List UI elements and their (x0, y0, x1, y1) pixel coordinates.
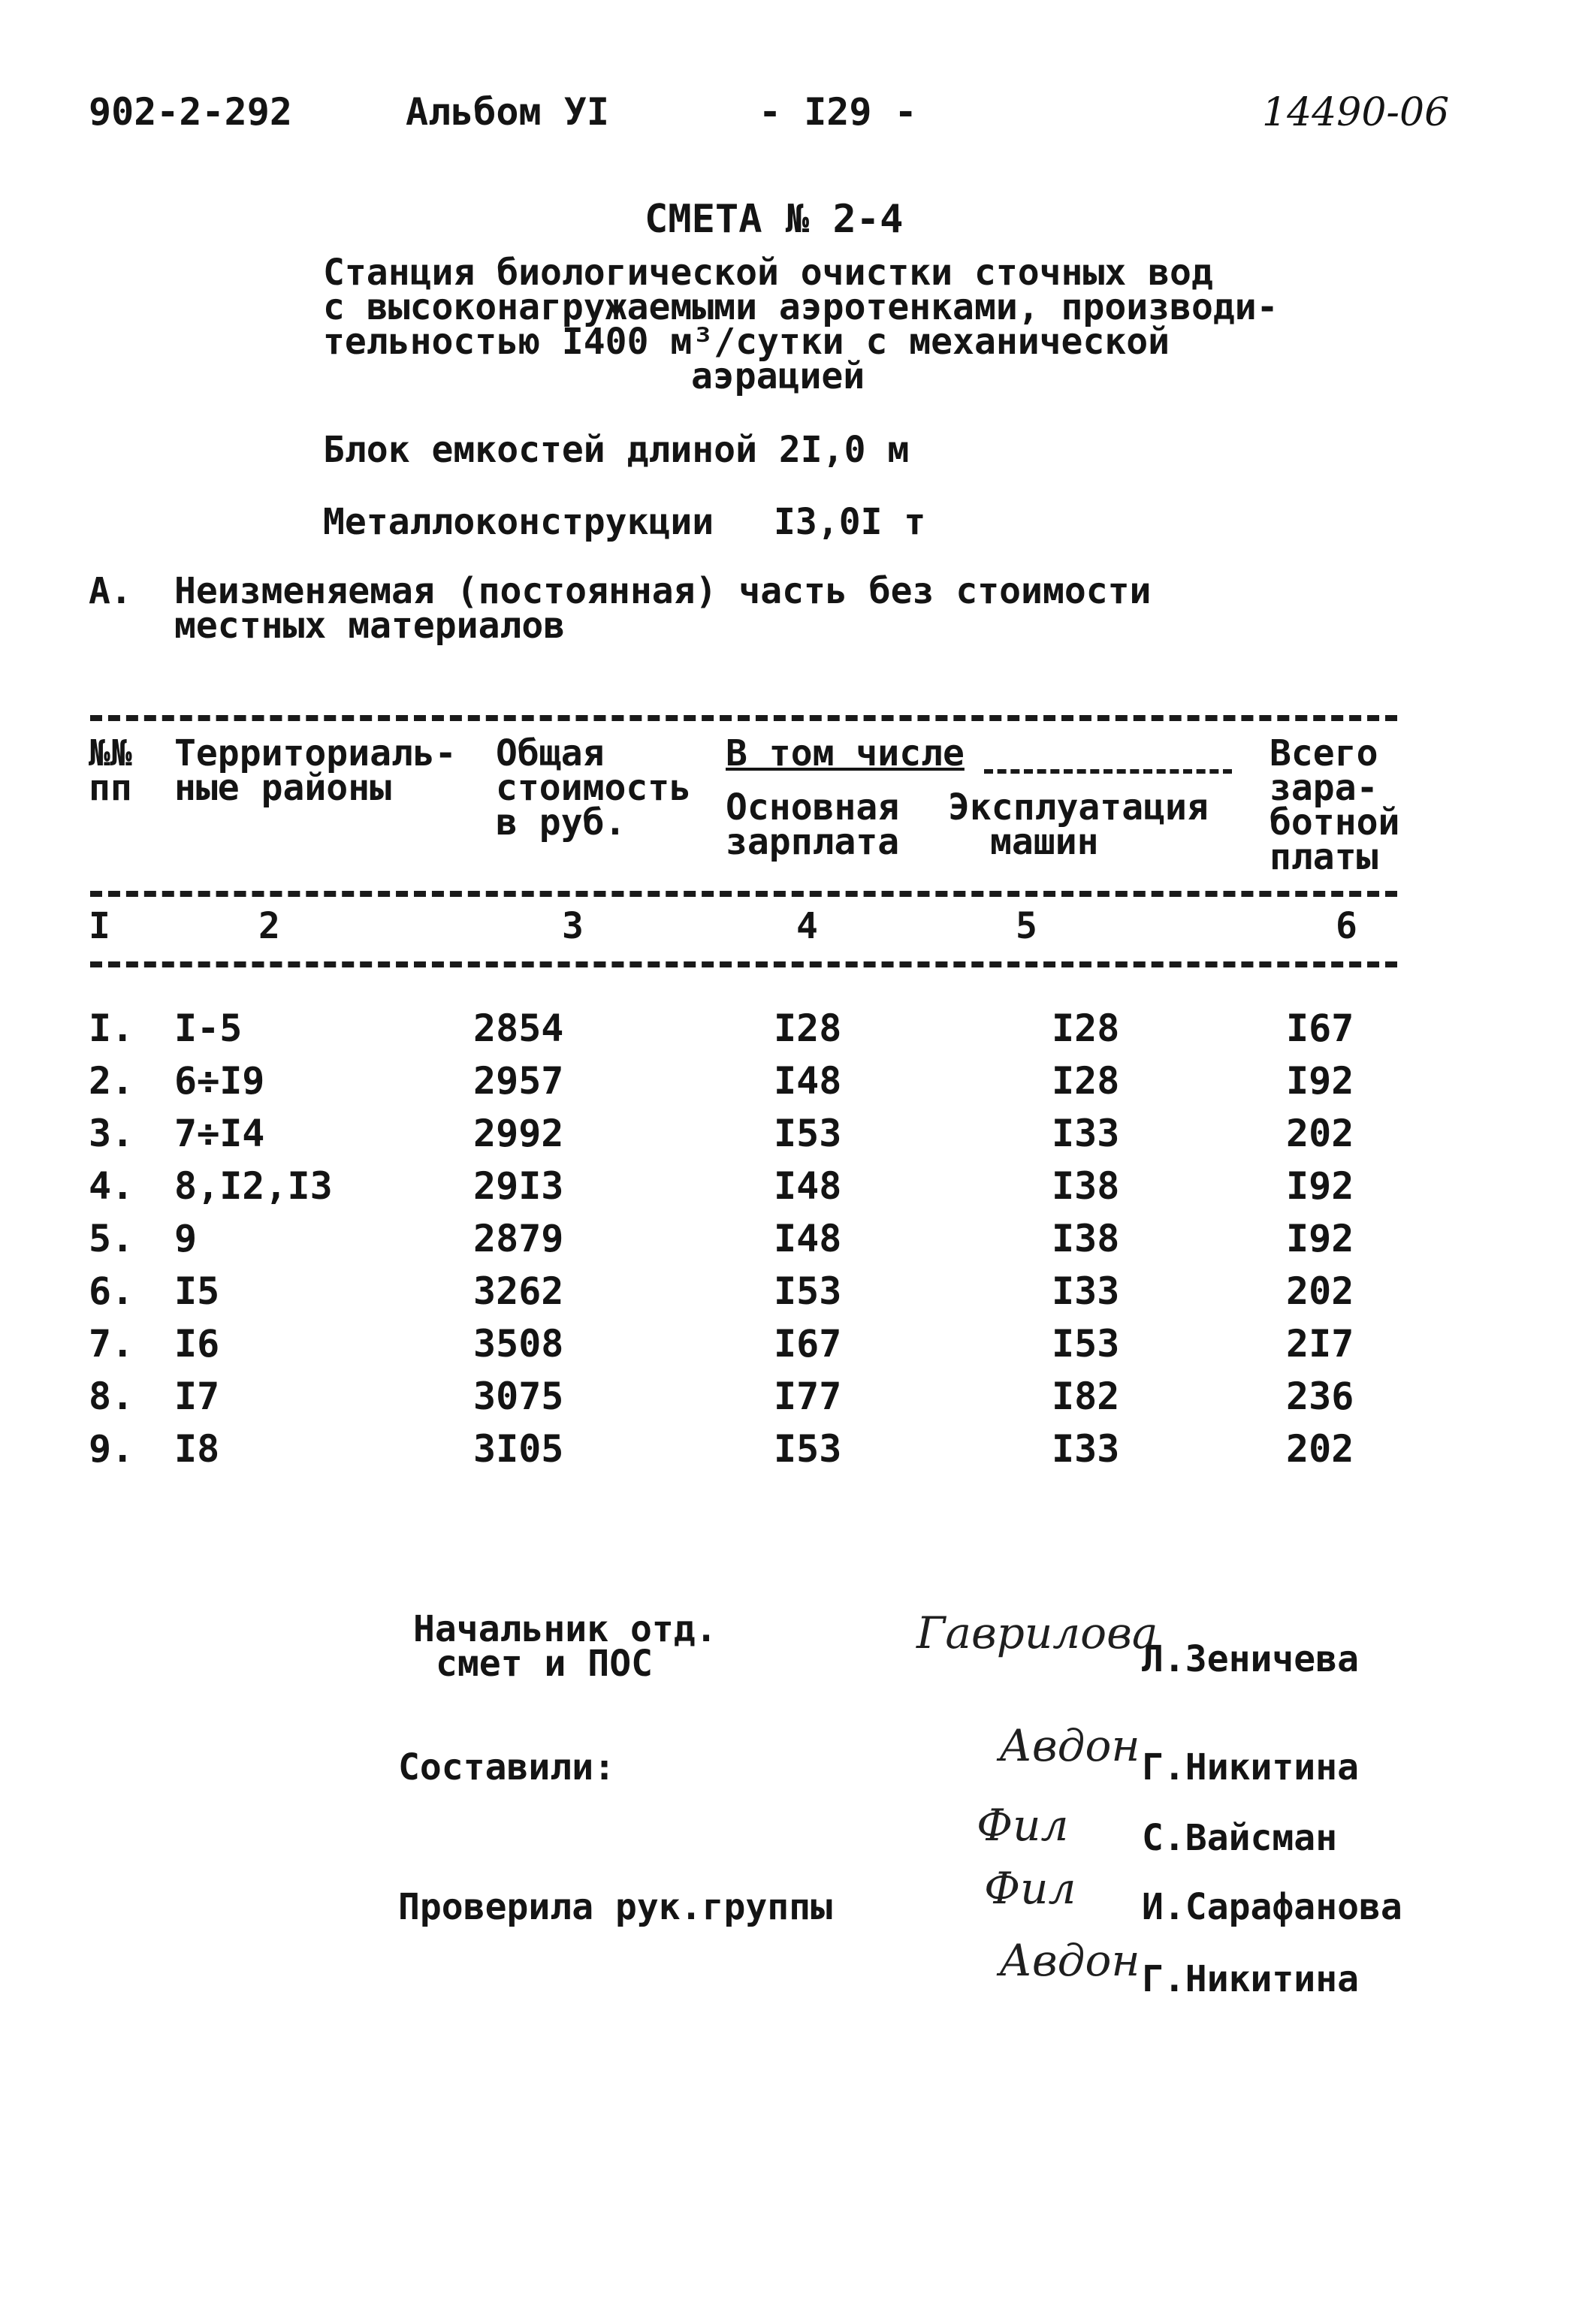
metal-label: Металлоконструкции (323, 501, 714, 543)
table-cell-col6: 202 (1286, 1269, 1354, 1313)
table-cell-col6: I67 (1286, 1007, 1354, 1050)
section-line-2: местных материалов (174, 605, 566, 647)
header-col1-line1: №№ (89, 732, 132, 774)
header-col6-line2: зара- (1270, 767, 1378, 809)
checked-name: Г.Никитина (1142, 1958, 1359, 2000)
inventory-number: 14490-06 (1262, 90, 1450, 135)
table-cell-col1: 6. (89, 1269, 134, 1313)
metal-value: I3,0I т (774, 501, 926, 543)
table-cell-col4: I48 (774, 1217, 842, 1260)
table-cell-col2: I-5 (174, 1007, 243, 1050)
header-group-rule (984, 769, 1232, 774)
page-number: - I29 - (759, 90, 917, 134)
col-number-3: 3 (562, 905, 584, 947)
header-col1-line2: пп (89, 767, 132, 809)
table-cell-col3: 2957 (473, 1059, 564, 1103)
compiled-name-3: И.Сарафанова (1142, 1886, 1402, 1928)
checked-signature: Авдон (999, 1935, 1140, 1986)
col-number-2: 2 (258, 905, 280, 947)
table-cell-col6: 236 (1286, 1375, 1354, 1418)
col-number-5: 5 (1016, 905, 1037, 947)
table-cell-col5: I33 (1052, 1269, 1120, 1313)
table-cell-col4: I53 (774, 1427, 842, 1471)
head-name: Л.Зеничева (1142, 1638, 1359, 1680)
table-rule-header (90, 891, 1397, 897)
table-cell-col4: I48 (774, 1059, 842, 1103)
table-cell-col5: I38 (1052, 1217, 1120, 1260)
table-cell-col1: 8. (89, 1375, 134, 1418)
table-cell-col6: I92 (1286, 1164, 1354, 1208)
table-cell-col4: I53 (774, 1269, 842, 1313)
table-rule-top (90, 715, 1397, 721)
table-cell-col6: 202 (1286, 1112, 1354, 1155)
table-cell-col3: 2879 (473, 1217, 564, 1260)
table-cell-col2: I5 (174, 1269, 220, 1313)
header-col4-line2: зарплата (726, 821, 900, 863)
table-cell-col6: 202 (1286, 1427, 1354, 1471)
table-cell-col4: I48 (774, 1164, 842, 1208)
header-col3-line2: стоимость (496, 767, 692, 809)
table-cell-col3: 2854 (473, 1007, 564, 1050)
compiled-signature-1: Авдон (999, 1720, 1140, 1771)
header-col2-line1: Территориаль- (174, 732, 457, 774)
table-cell-col4: I77 (774, 1375, 842, 1418)
table-cell-col5: I53 (1052, 1322, 1120, 1366)
description-line-3: тельностью I400 м³/сутки с механической (323, 321, 1170, 363)
table-cell-col4: I67 (774, 1322, 842, 1366)
album-label: Альбом УI (406, 90, 609, 134)
table-cell-col6: 2I7 (1286, 1322, 1354, 1366)
table-cell-col3: 3I05 (473, 1427, 564, 1471)
header-col5-line1: Эксплуатация (948, 786, 1209, 828)
table-cell-col2: 6÷I9 (174, 1059, 265, 1103)
header-col3-line1: Общая (496, 732, 605, 774)
doc-code: 902-2-292 (89, 90, 292, 134)
compiled-signature-3: Фил (984, 1863, 1076, 1914)
table-cell-col1: 3. (89, 1112, 134, 1155)
table-cell-col1: 2. (89, 1059, 134, 1103)
table-cell-col5: I33 (1052, 1427, 1120, 1471)
section-line-1: Неизменяемая (постоянная) часть без стоимости (174, 570, 1152, 612)
table-cell-col1: 5. (89, 1217, 134, 1260)
col-number-6: 6 (1336, 905, 1357, 947)
table-cell-col4: I53 (774, 1112, 842, 1155)
header-col6-line1: Всего (1270, 732, 1378, 774)
table-cell-col1: 4. (89, 1164, 134, 1208)
table-cell-col6: I92 (1286, 1059, 1354, 1103)
table-cell-col2: 7÷I4 (174, 1112, 265, 1155)
table-cell-col3: 3262 (473, 1269, 564, 1313)
table-cell-col2: 9 (174, 1217, 198, 1260)
table-cell-col2: 8,I2,I3 (174, 1164, 333, 1208)
table-cell-col3: 3508 (473, 1322, 564, 1366)
head-label-line1: Начальник отд. (413, 1608, 717, 1650)
table-cell-col1: I. (89, 1007, 134, 1050)
table-cell-col1: 9. (89, 1427, 134, 1471)
table-cell-col5: I28 (1052, 1007, 1120, 1050)
table-cell-col5: I38 (1052, 1164, 1120, 1208)
head-signature: Гаврилова (916, 1607, 1158, 1658)
checked-label: Проверила рук.группы (398, 1886, 832, 1928)
header-group: В том числе (726, 732, 965, 774)
table-cell-col5: I33 (1052, 1112, 1120, 1155)
table-cell-col2: I7 (174, 1375, 220, 1418)
table-cell-col1: 7. (89, 1322, 134, 1366)
table-cell-col4: I28 (774, 1007, 842, 1050)
header-col2-line2: ные районы (174, 767, 391, 809)
table-cell-col5: I82 (1052, 1375, 1120, 1418)
description-line-2: с высоконагружаемыми аэротенками, производи- (323, 286, 1279, 328)
header-col5-line2: машин (990, 821, 1099, 863)
header-col6-line4: платы (1270, 836, 1378, 878)
compiled-signature-2: Фил (977, 1800, 1069, 1851)
table-rule-numbers (90, 961, 1397, 967)
table-cell-col3: 29I3 (473, 1164, 564, 1208)
table-cell-col5: I28 (1052, 1059, 1120, 1103)
section-marker: А. (89, 570, 132, 612)
compiled-label: Составили: (398, 1746, 615, 1788)
head-label-line2: смет и ПОС (436, 1643, 653, 1685)
table-cell-col6: I92 (1286, 1217, 1354, 1260)
table-cell-col2: I6 (174, 1322, 220, 1366)
block-info: Блок емкостей длиной 2I,0 м (323, 429, 910, 471)
description-line-1: Станция биологической очистки сточных вод (323, 252, 1213, 294)
table-cell-col2: I8 (174, 1427, 220, 1471)
table-cell-col3: 2992 (473, 1112, 564, 1155)
header-col6-line3: ботной (1270, 801, 1400, 844)
header-col3-line3: в руб. (496, 801, 626, 844)
estimate-title: СМЕТА № 2-4 (645, 197, 904, 242)
table-cell-col3: 3075 (473, 1375, 564, 1418)
col-number-1: I (89, 905, 110, 947)
description-line-4: аэрацией (691, 355, 865, 397)
compiled-name-1: Г.Никитина (1142, 1746, 1359, 1788)
compiled-name-2: С.Вайсман (1142, 1817, 1338, 1859)
header-col4-line1: Основная (726, 786, 900, 828)
col-number-4: 4 (796, 905, 818, 947)
